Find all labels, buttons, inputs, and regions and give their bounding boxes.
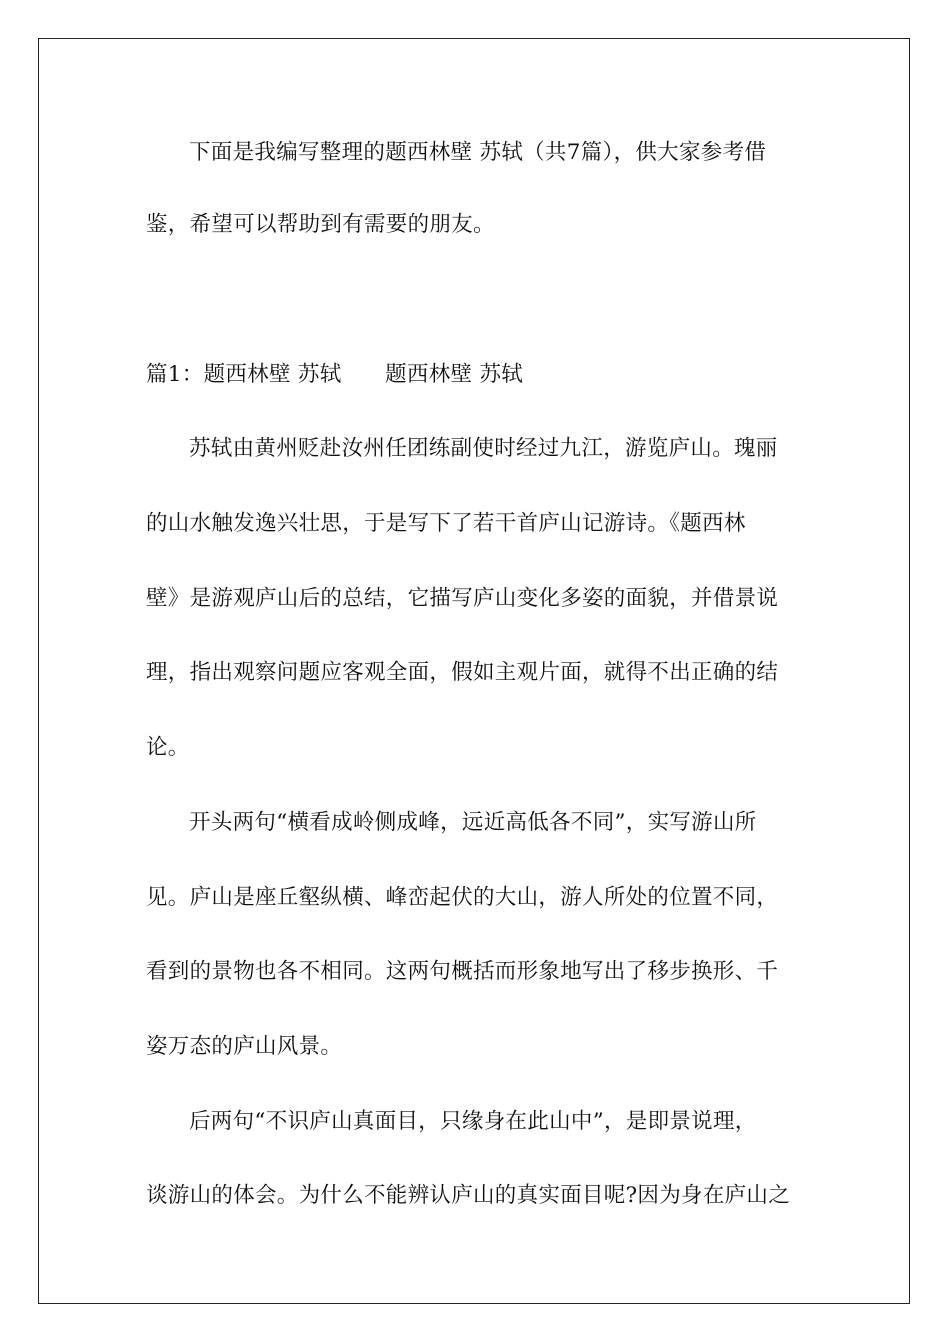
paragraph-1-line-2: 的山水触发逸兴壮思，于是写下了若干首庐山记游诗。《题西林 [146,511,746,536]
paragraph-1-line-3: 壁》是游观庐山后的总结，它描写庐山变化多姿的面貌，并借景说 [146,586,779,611]
paragraph-2-line-2: 见。庐山是座丘壑纵横、峰峦起伏的大山，游人所处的位置不同， [146,885,779,910]
paragraph-1-line-1: 苏轼由黄州贬赴汝州任团练副使时经过九江，游览庐山。瑰丽 [189,436,778,461]
paragraph-3-line-2: 谈游山的体会。为什么不能辨认庐山的真实面目呢?因为身在庐山之 [146,1183,791,1208]
paragraph-2-line-1: 开头两句“横看成岭侧成峰，远近高低各不同”，实写游山所 [189,810,757,835]
paragraph-1-line-5: 论。 [146,735,190,760]
paragraph-1-line-4: 理，指出观察问题应客观全面，假如主观片面，就得不出正确的结 [146,660,779,685]
intro-line-2: 鉴，希望可以帮助到有需要的朋友。 [146,212,495,237]
paragraph-3-line-1: 后两句“不识庐山真面目，只缘身在此山中”，是即景说理， [189,1109,757,1134]
section-heading: 篇1：题西林壁 苏轼 题西林壁 苏轼 [146,362,524,387]
paragraph-2-line-3: 看到的景物也各不相同。这两句概括而形象地写出了移步换形、千 [146,959,779,984]
paragraph-2-line-4: 姿万态的庐山风景。 [146,1034,343,1059]
intro-line-1: 下面是我编写整理的题西林壁 苏轼（共7篇），供大家参考借 [189,140,767,165]
